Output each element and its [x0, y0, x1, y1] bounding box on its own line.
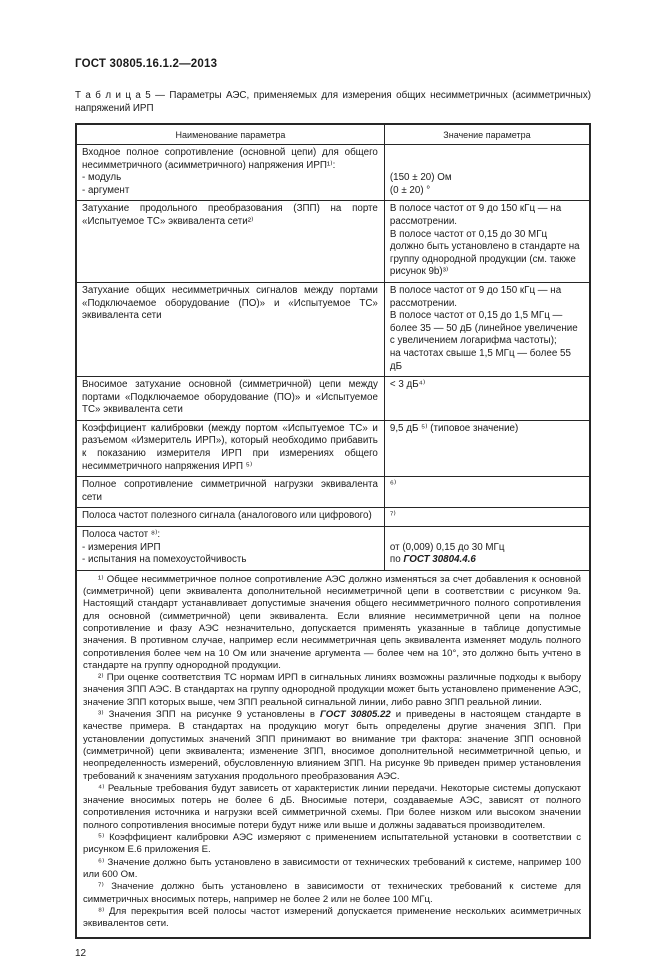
footnote-text: Реальные требования будут зависеть от характеристик линии передачи. Некоторые системы допускают значение вносимых потерь не более 6 дБ. Вносимые потери, создаваемые АЭС, зависят от полного сопротивления источника и нагрузки всей симметричной схемы. При более низком или высоком значении полного сопротивления вносимые потери будут ниже или выше и должны задаваться производителем. — [83, 782, 581, 831]
footnote-marker: ²⁾ — [98, 672, 107, 684]
text-segment: В полосе частот от 9 до 150 кГц — на рассмотрении. — [389, 203, 562, 227]
table-row — [76, 201, 590, 283]
text-segment: - испытания на помехоустойчивость — [82, 554, 247, 566]
column-header: Значение параметра — [384, 124, 590, 145]
footnote-text: Общее несимметричное полное сопротивление АЭС должно изменяться за счет добавления к основной (симметричной) цепи эквивалента дополнительной несимметричной цепи в соответствии с рисунком 9а. Настоящий стандарт устанавливает допустимые значения общего несимметричного полного сопротивления для основной (симметричной) цепи эквивалента. Если влияние несимметричной цепи на полное сопротивление и фазу АЭС незначительно, допускается применять указанные в таблице допустимые значения. В противном случае, например если несимметричная цепь эквивалента изменяет модуль полного сопротивления более чем на 10 Ом или значение аргумента — более чем на 10°, это должно быть учтено в стандарте на группу однородной продукции. — [83, 573, 582, 671]
parameter-value-cell — [384, 145, 590, 201]
cell-line — [390, 348, 583, 373]
text-segment: В полосе частот от 0,15 до 30 МГц должно быть установлено в стандарте на группу однородной продукции (см. также рисунок 9b)³⁾ — [389, 228, 580, 278]
table-row — [76, 477, 590, 508]
cell-line — [82, 479, 378, 504]
parameter-value-cell — [384, 282, 590, 376]
footnote — [83, 832, 581, 857]
text-segment: по — [389, 554, 404, 566]
text-segment: Вносимое затухание основной (симметричной) цепи между портами «Подключаемое оборудование (ПО)» и «Испытуемое ТС» эквивалента сети — [82, 379, 378, 416]
text-segment: (150 ± 20) Ом — [389, 172, 452, 184]
table-caption: Т а б л и ц а 5 — Параметры АЭС, применяемых для измерения общих несимметричных (асимметричных) напряжений ИРП — [75, 90, 591, 114]
text-segment: от (0,009) 0,15 до 30 МГц — [389, 541, 505, 553]
cell-line — [82, 203, 378, 228]
page-content — [75, 58, 591, 959]
footnote — [83, 857, 581, 882]
cell-line — [390, 285, 583, 310]
text-segment: В полосе частот от 9 до 150 кГц — на рассмотрении. — [389, 284, 562, 309]
text-segment: < 3 дБ⁴⁾ — [389, 379, 426, 391]
text-segment: Затухание общих несимметричных сигналов между портами «Подключаемое оборудование (ПО)» и «Испытуемое ТС» эквивалента сети — [82, 284, 378, 322]
text-segment: Полоса частот ⁸⁾: — [82, 529, 161, 541]
footnote-text: Значения ЗПП на рисунке 9 установлены в — [108, 709, 320, 721]
footnote-text: При оценке соответствия ТС нормам ИРП в сигнальных линиях возможны различные подходы к выбору значения ЗПП АЭС. В стандартах на группу однородной продукции может быть установлено применение АЭС, значение ЗПП которых выше, чем ЗПП реальной сигнальной линии, либо равно ЗПП реальной линии. — [83, 672, 582, 708]
footnote-text: Значение должно быть установлено в зависимости от технических требований к системе, например 100 или 600 Ом. — [83, 856, 581, 880]
text-segment: ⁶⁾ — [389, 479, 397, 491]
footnote-text: Коэффициент калибровки АЭС измеряют с применением испытательной установки в соответствии с рисунком Е.6 приложения Е. — [83, 832, 582, 856]
parameter-value-cell — [384, 527, 590, 571]
table-row — [76, 377, 590, 421]
footnote — [83, 783, 581, 832]
footnote-marker: ⁶⁾ — [98, 856, 108, 868]
cell-line — [390, 229, 583, 279]
footnotes-row — [76, 570, 590, 938]
parameter-value-cell — [384, 377, 590, 421]
cell-line — [82, 510, 378, 523]
standard-reference: ГОСТ 30804.4.6 — [403, 554, 476, 566]
footnote-marker: ⁷⁾ — [98, 881, 112, 893]
cell-line — [390, 203, 583, 228]
text-segment: - измерения ИРП — [82, 541, 161, 553]
standard-number: ГОСТ 30805.16.1.2—2013 — [75, 58, 218, 70]
cell-line — [82, 423, 378, 473]
text-segment: Коэффициент калибровки (между портом «Испытуемое ТС» и разъемом «Измеритель ИРП»), который необходимо прибавить к показанию измерителя ИРП при измерениях общего несимметричного напряжения ИРП ⁵⁾ — [82, 422, 378, 472]
table-row — [76, 508, 590, 527]
cell-line — [390, 172, 583, 185]
footnote-text: и приведены в настоящем стандарте в качестве примера. В стандартах на продукцию могут быть определены другие значения ЗПП. При установлении допустимых значений ЗПП принимают во внимание три фактора: значение ЗПП основной (симметричной) цепи эквивалента; изменение ЗПП, вносимое дополнительной несимметричной цепью, и неопределенность измерений, обусловленную влиянием ЗПП. На рисунке 9b приведен пример установления требований к значениям затухания продольного преобразования АЭС. — [83, 709, 582, 782]
cell-line — [82, 285, 378, 323]
cell-line — [390, 554, 583, 567]
footnote — [83, 672, 581, 709]
cell-line — [82, 185, 378, 198]
table-body — [76, 145, 590, 571]
footnote — [83, 881, 581, 906]
footnote-text: Для перекрытия всей полосы частот измерений допускается применение нескольких асимметричных эквивалентов сети. — [83, 905, 581, 930]
text-segment: Полоса частот полезного сигнала (аналогового или цифрового) — [82, 510, 372, 522]
footnote — [83, 574, 581, 672]
footnote-marker: ⁸⁾ — [98, 905, 110, 917]
footnotes-cell — [76, 570, 590, 938]
cell-line — [390, 542, 583, 555]
parameter-name-cell — [76, 508, 384, 527]
text-segment: 9,5 дБ ⁵⁾ (типовое значение) — [389, 422, 519, 434]
page-number: 12 — [75, 948, 87, 959]
table-row — [76, 145, 590, 201]
cell-line — [82, 379, 378, 417]
parameter-value-cell — [384, 420, 590, 476]
text-segment: - аргумент — [82, 184, 130, 196]
column-header: Наименование параметра — [76, 124, 384, 145]
cell-line — [82, 542, 378, 555]
parameter-name-cell — [76, 145, 384, 201]
parameter-value-cell — [384, 508, 590, 527]
standard-reference: ГОСТ 30805.22 — [319, 709, 391, 721]
table-row — [76, 420, 590, 476]
text-segment: ⁷⁾ — [389, 510, 396, 522]
cell-line — [390, 379, 583, 392]
text-segment: (0 ± 20) ° — [389, 184, 431, 196]
table-header-row — [76, 124, 590, 145]
text-segment: - модуль — [82, 172, 122, 184]
parameter-value-cell — [384, 477, 590, 508]
parameter-name-cell — [76, 527, 384, 571]
cell-line — [82, 554, 378, 567]
cell-line — [390, 310, 583, 348]
table-row — [76, 282, 590, 376]
text-segment: В полосе частот от 0,15 до 1,5 МГц — более 35 — 50 дБ (линейное увеличение с увеличением логарифма частоты); — [389, 310, 578, 347]
parameter-value-cell — [384, 201, 590, 283]
cell-line — [390, 185, 583, 198]
cell-line — [82, 147, 378, 172]
cell-line — [82, 529, 378, 542]
parameter-name-cell — [76, 282, 384, 376]
text-segment: Входное полное сопротивление (основной цепи) для общего несимметричного (асимметричного) напряжения ИРП¹⁾: — [82, 147, 378, 171]
parameter-name-cell — [76, 477, 384, 508]
parameter-name-cell — [76, 201, 384, 283]
footnote — [83, 709, 581, 783]
footnote-marker: ⁴⁾ — [98, 782, 108, 794]
cell-line — [82, 172, 378, 185]
parameters-table — [75, 123, 591, 939]
cell-line — [390, 510, 583, 523]
text-segment: Полное сопротивление симметричной нагрузки эквивалента сети — [82, 479, 378, 503]
table-row — [76, 527, 590, 571]
text-segment: на частотах свыше 1,5 МГц — более 55 дБ — [389, 347, 571, 372]
parameter-name-cell — [76, 377, 384, 421]
footnote-marker: ³⁾ — [98, 709, 109, 721]
text-segment: Затухание продольного преобразования (ЗПП) на порте «Испытуемое ТС» эквивалента сети²⁾ — [82, 203, 378, 227]
footnote-text: Значение должно быть установлено в зависимости от технических требований к системе для симметричных вносимых потерь, например не более 2 или не более 100 МГц. — [83, 881, 581, 905]
footnote-marker: ¹⁾ — [98, 573, 107, 585]
parameter-name-cell — [76, 420, 384, 476]
cell-line — [390, 479, 583, 492]
cell-line — [390, 423, 583, 436]
footnote-marker: ⁵⁾ — [98, 832, 110, 844]
footnote — [83, 906, 581, 931]
